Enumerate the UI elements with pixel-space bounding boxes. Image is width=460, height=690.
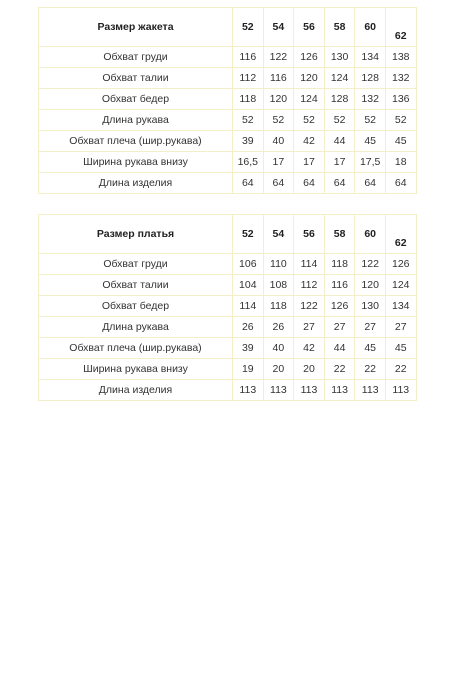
table-row — [39, 359, 417, 380]
table-cell: 108 — [263, 275, 294, 296]
table-cell: 52 — [233, 110, 264, 131]
table-cell: 45 — [355, 338, 386, 359]
header-label: Размер платья — [39, 215, 233, 254]
table-cell: 122 — [294, 296, 325, 317]
row-label: Обхват плеча (шир.рукава) — [39, 131, 233, 152]
table-cell: 45 — [355, 131, 386, 152]
table-cell: 116 — [233, 47, 264, 68]
table-cell: 132 — [385, 68, 416, 89]
row-label: Обхват бедер — [39, 296, 233, 317]
table-cell: 106 — [233, 254, 264, 275]
row-label: Ширина рукава внизу — [39, 152, 233, 173]
table-row — [39, 338, 417, 359]
table-cell: 52 — [385, 110, 416, 131]
table-cell: 45 — [385, 131, 416, 152]
size-header: 52 — [233, 8, 264, 47]
table-cell: 39 — [233, 131, 264, 152]
table-cell: 22 — [355, 359, 386, 380]
table-cell: 27 — [385, 317, 416, 338]
table-cell: 113 — [385, 380, 416, 401]
table-row — [39, 131, 417, 152]
table-cell: 64 — [233, 173, 264, 194]
size-header: 60 — [355, 8, 386, 47]
table-cell: 138 — [385, 47, 416, 68]
size-header: 62 — [385, 215, 416, 254]
row-label: Длина изделия — [39, 380, 233, 401]
table-cell: 130 — [324, 47, 355, 68]
table-cell: 17 — [294, 152, 325, 173]
size-header: 56 — [294, 215, 325, 254]
row-label: Ширина рукава внизу — [39, 359, 233, 380]
table-row — [39, 317, 417, 338]
table-cell: 128 — [324, 89, 355, 110]
table-cell: 113 — [294, 380, 325, 401]
table-cell: 116 — [324, 275, 355, 296]
table-cell: 40 — [263, 338, 294, 359]
size-header: 58 — [324, 215, 355, 254]
size-header: 52 — [233, 215, 264, 254]
table-cell: 18 — [385, 152, 416, 173]
table-cell: 52 — [294, 110, 325, 131]
table-cell: 64 — [294, 173, 325, 194]
table-cell: 22 — [324, 359, 355, 380]
table-cell: 113 — [263, 380, 294, 401]
row-label: Обхват талии — [39, 275, 233, 296]
table-cell: 26 — [263, 317, 294, 338]
table-cell: 44 — [324, 338, 355, 359]
table-cell: 104 — [233, 275, 264, 296]
table-cell: 17 — [324, 152, 355, 173]
table-cell: 110 — [263, 254, 294, 275]
table-cell: 113 — [324, 380, 355, 401]
table-cell: 20 — [294, 359, 325, 380]
table-cell: 42 — [294, 131, 325, 152]
table-cell: 52 — [355, 110, 386, 131]
dress-size-table — [38, 214, 417, 401]
row-label: Обхват груди — [39, 47, 233, 68]
table-header-row — [39, 8, 417, 47]
size-header: 58 — [324, 8, 355, 47]
table-row — [39, 152, 417, 173]
table-cell: 122 — [355, 254, 386, 275]
table-cell: 130 — [355, 296, 386, 317]
row-label: Обхват груди — [39, 254, 233, 275]
table-cell: 27 — [294, 317, 325, 338]
table-cell: 39 — [233, 338, 264, 359]
table-cell: 20 — [263, 359, 294, 380]
table-cell: 126 — [385, 254, 416, 275]
table-cell: 113 — [355, 380, 386, 401]
table-row — [39, 89, 417, 110]
table-cell: 16,5 — [233, 152, 264, 173]
table-row — [39, 296, 417, 317]
table-row — [39, 275, 417, 296]
size-header: 60 — [355, 215, 386, 254]
row-label: Обхват плеча (шир.рукава) — [39, 338, 233, 359]
table-row — [39, 254, 417, 275]
table-cell: 118 — [324, 254, 355, 275]
table-cell: 124 — [294, 89, 325, 110]
size-header: 56 — [294, 8, 325, 47]
row-label: Длина изделия — [39, 173, 233, 194]
table-cell: 114 — [294, 254, 325, 275]
table-cell: 64 — [355, 173, 386, 194]
table-cell: 64 — [324, 173, 355, 194]
table-header-row — [39, 215, 417, 254]
table-cell: 112 — [294, 275, 325, 296]
table-cell: 19 — [233, 359, 264, 380]
table-cell: 124 — [324, 68, 355, 89]
table-cell: 42 — [294, 338, 325, 359]
table-cell: 122 — [263, 47, 294, 68]
table-cell: 114 — [233, 296, 264, 317]
table-cell: 118 — [233, 89, 264, 110]
table-cell: 52 — [263, 110, 294, 131]
header-label: Размер жакета — [39, 8, 233, 47]
table-cell: 45 — [385, 338, 416, 359]
table-cell: 27 — [324, 317, 355, 338]
row-label: Обхват бедер — [39, 89, 233, 110]
table-cell: 126 — [294, 47, 325, 68]
table-cell: 134 — [385, 296, 416, 317]
size-header: 54 — [263, 215, 294, 254]
table-cell: 22 — [385, 359, 416, 380]
table-row — [39, 110, 417, 131]
table-cell: 136 — [385, 89, 416, 110]
table-cell: 17,5 — [355, 152, 386, 173]
table-row — [39, 380, 417, 401]
table-cell: 120 — [294, 68, 325, 89]
table-cell: 17 — [263, 152, 294, 173]
table-row — [39, 47, 417, 68]
table-cell: 120 — [355, 275, 386, 296]
table-cell: 124 — [385, 275, 416, 296]
table-cell: 116 — [263, 68, 294, 89]
row-label: Обхват талии — [39, 68, 233, 89]
table-cell: 113 — [233, 380, 264, 401]
table-cell: 132 — [355, 89, 386, 110]
table-cell: 118 — [263, 296, 294, 317]
table-row — [39, 173, 417, 194]
table-cell: 40 — [263, 131, 294, 152]
table-cell: 134 — [355, 47, 386, 68]
table-row — [39, 68, 417, 89]
table-cell: 112 — [233, 68, 264, 89]
table-cell: 52 — [324, 110, 355, 131]
table-cell: 126 — [324, 296, 355, 317]
row-label: Длина рукава — [39, 110, 233, 131]
table-cell: 27 — [355, 317, 386, 338]
table-cell: 64 — [263, 173, 294, 194]
table-cell: 64 — [385, 173, 416, 194]
row-label: Длина рукава — [39, 317, 233, 338]
table-cell: 44 — [324, 131, 355, 152]
table-cell: 120 — [263, 89, 294, 110]
size-header: 62 — [385, 8, 416, 47]
size-header: 54 — [263, 8, 294, 47]
table-cell: 26 — [233, 317, 264, 338]
table-cell: 128 — [355, 68, 386, 89]
jacket-size-table — [38, 7, 417, 194]
